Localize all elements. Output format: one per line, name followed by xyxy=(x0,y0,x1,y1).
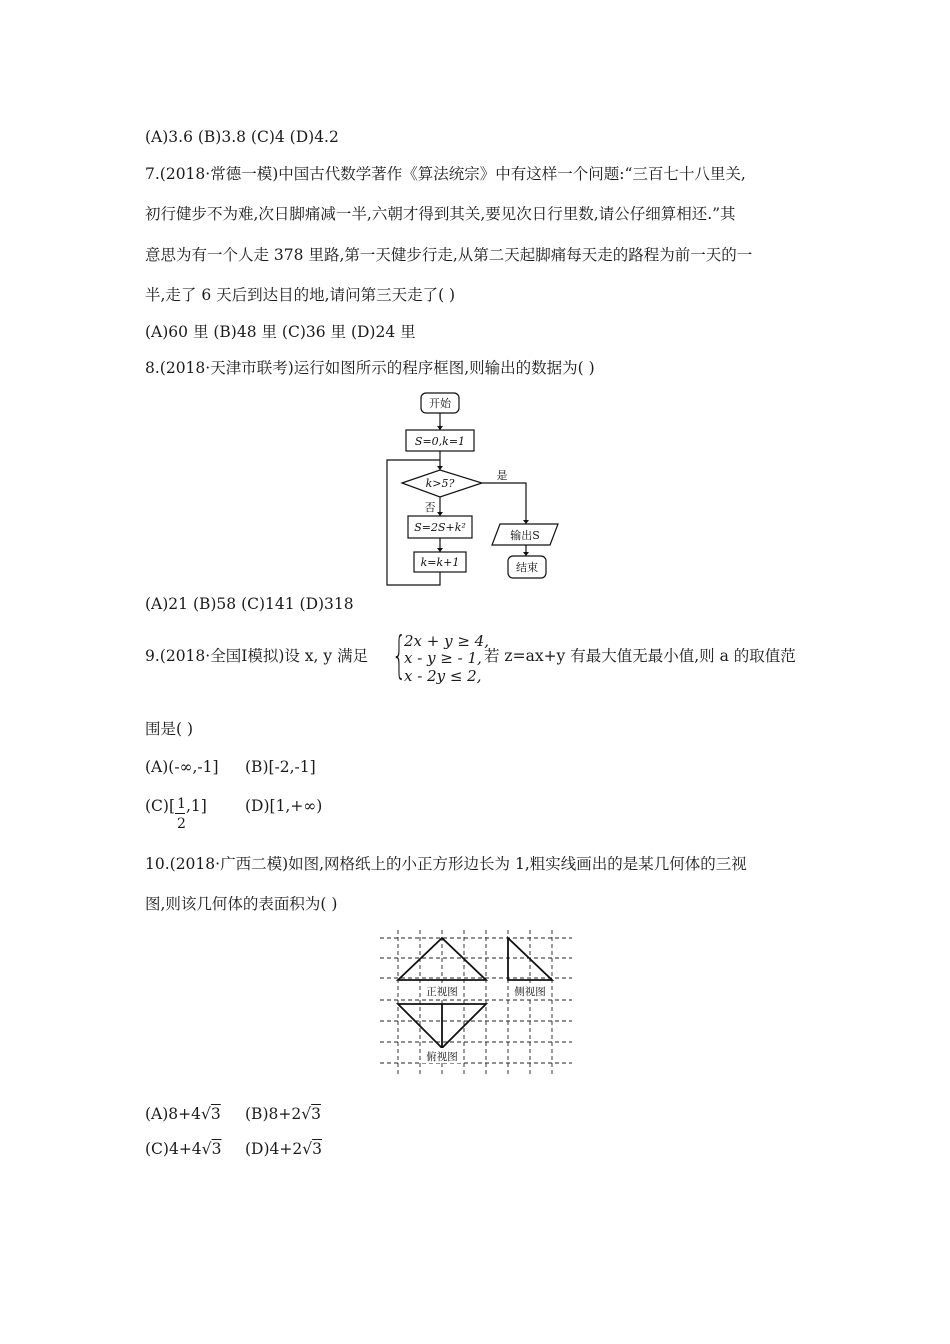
q10-option-a-prefix: (A)8+4 xyxy=(145,1105,201,1123)
q6-options: (A)3.6 (B)3.8 (C)4 (D)4.2 xyxy=(145,128,339,146)
flow-update-s-text: S=2S+k² xyxy=(414,521,466,534)
sqrt-icon: √ xyxy=(301,1105,312,1123)
flow-output-text: 输出S xyxy=(510,529,540,542)
top-view-label: 俯视图 xyxy=(426,1051,458,1063)
sqrt-icon: √ xyxy=(201,1105,211,1123)
side-view-label: 侧视图 xyxy=(514,986,546,998)
q9-line2: 围是( ) xyxy=(145,720,194,738)
q9-constraint-3: x - 2y ≤ 2, xyxy=(404,667,482,685)
flow-no-label: 否 xyxy=(424,501,436,514)
q9-constraint-1: 2x + y ≥ 4, xyxy=(404,632,489,650)
flow-init-text: S=0,k=1 xyxy=(414,435,466,448)
q10-option-a-radicand: 3 xyxy=(210,1105,221,1123)
q9-option-c-denominator: 2 xyxy=(177,816,186,832)
q10-option-b-radicand: 3 xyxy=(311,1105,321,1123)
q10-option-b xyxy=(245,1104,321,1124)
flow-yes-label: 是 xyxy=(496,469,508,482)
q9-option-c-prefix: (C)[ xyxy=(145,797,176,815)
q8-options: (A)21 (B)58 (C)141 (D)318 xyxy=(145,595,354,613)
q7-line2: 初行健步不为难,次日脚痛减一半,六朝才得到其关,要见次日行里数,请公仔细算相还.”其 xyxy=(145,205,736,223)
grid-lines xyxy=(380,930,572,1076)
q10-line1: 10.(2018·广西二模)如图,网格纸上的小正方形边长为 1,粗实线画出的是某几何体的三视 xyxy=(145,855,747,873)
q10-option-c-radicand: 3 xyxy=(211,1140,222,1158)
q7-options: (A)60 里 (B)48 里 (C)36 里 (D)24 里 xyxy=(145,323,416,341)
q10-three-views-figure xyxy=(378,928,574,1078)
sqrt-icon: √ xyxy=(201,1140,212,1158)
q9-stem-suffix: 若 z=ax+y 有最大值无最小值,则 a 的取值范 xyxy=(484,647,796,665)
q9-constraint-2: x - y ≥ - 1, xyxy=(404,649,482,667)
q9-option-b: (B)[-2,-1] xyxy=(245,758,316,776)
q9-option-c-suffix: ,1] xyxy=(186,797,207,815)
flow-start-text: 开始 xyxy=(429,397,451,410)
q8-flowchart xyxy=(380,388,570,588)
q10-line2: 图,则该几何体的表面积为( ) xyxy=(145,895,338,913)
flow-condition-text: k>5? xyxy=(425,477,455,490)
q9-brace: { xyxy=(392,626,407,684)
q7-line4: 半,走了 6 天后到达目的地,请问第三天走了( ) xyxy=(145,286,456,304)
q9-option-a: (A)(-∞,-1] xyxy=(145,758,219,776)
q9-option-d: (D)[1,+∞) xyxy=(245,797,323,815)
q7-line3: 意思为有一个人走 378 里路,第一天健步行走,从第二天起脚痛每天走的路程为前一天的一 xyxy=(145,246,753,264)
q9-stem-prefix: 9.(2018·全国Ⅰ模拟)设 x, y 满足 xyxy=(145,647,369,665)
flow-update-k-text: k=k+1 xyxy=(420,556,460,569)
flow-end-text: 结束 xyxy=(516,561,538,574)
q10-option-d-radicand: 3 xyxy=(312,1140,322,1158)
front-view-label: 正视图 xyxy=(426,986,458,998)
q10-option-d xyxy=(245,1139,322,1159)
q8-stem: 8.(2018·天津市联考)运行如图所示的程序框图,则输出的数据为( ) xyxy=(145,359,595,377)
q9-option-c-fraction-bar xyxy=(175,813,185,814)
q10-option-a xyxy=(145,1104,221,1124)
q10-option-d-prefix: (D)4+2 xyxy=(245,1140,303,1158)
q7-line1: 7.(2018·常德一模)中国古代数学著作《算法统宗》中有这样一个问题:“三百七十八里关, xyxy=(145,165,746,183)
q10-option-c-prefix: (C)4+4 xyxy=(145,1140,202,1158)
q10-option-b-prefix: (B)8+2 xyxy=(245,1105,302,1123)
sqrt-icon: √ xyxy=(302,1140,313,1158)
q9-option-c-numerator: 1 xyxy=(177,796,186,812)
q10-option-c xyxy=(145,1139,221,1159)
